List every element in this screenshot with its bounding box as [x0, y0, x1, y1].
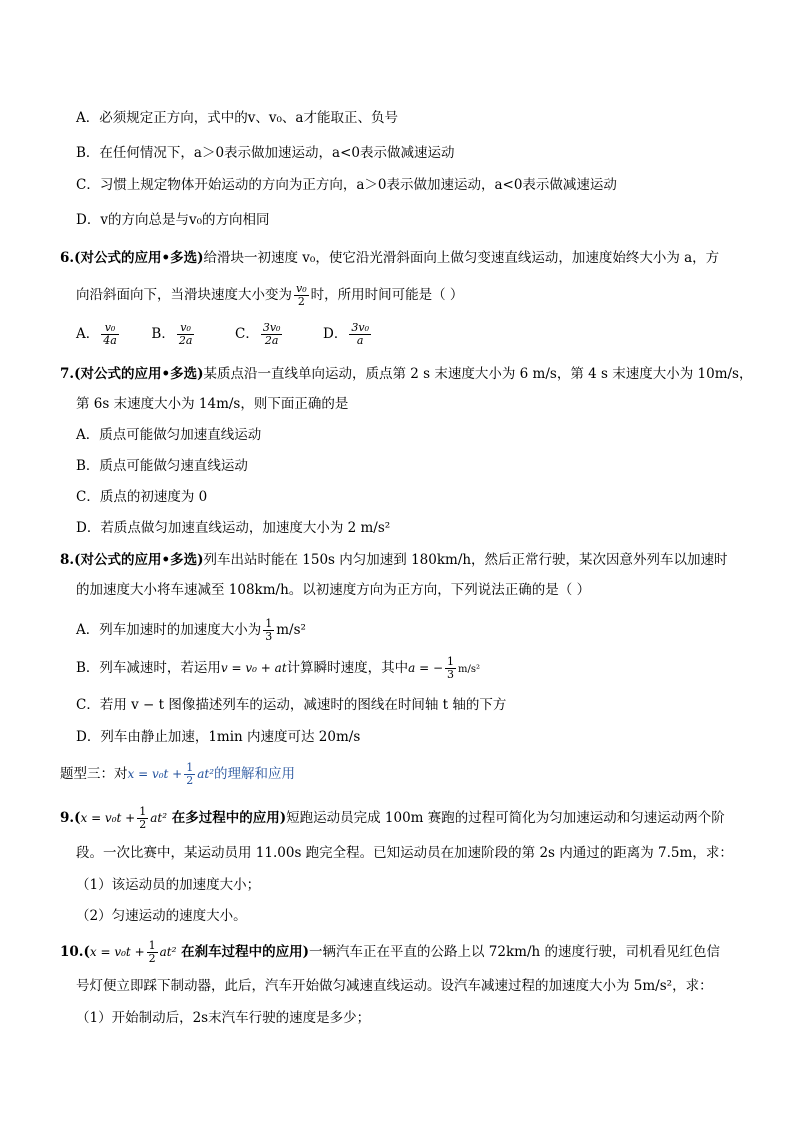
question-text: 时，所用时间可能是（ ）	[310, 287, 464, 303]
question-text: 某质点沿一直线单向运动，质点第 2 s 末速度大小为 6 m/s，第 4 s 末速度大小为 10m/s，	[203, 366, 753, 382]
q6-option-d: D． $\frac{\text{3v₀}}{a}$	[323, 321, 369, 347]
q7-line1	[60, 364, 752, 384]
q6-option-c: C． $\frac{\text{3v₀}}{2a}$	[234, 321, 281, 347]
q9-line1: 9.(x = v₀t + $\frac{1}{2}$ at² 在多过程中的应用)短跑运动员完成 100m 赛跑的过程可简化为匀加速运动和匀速运动两个阶	[60, 805, 725, 831]
q8-line2: 的加速度大小将车速减至 108km/h。以初速度方向为正方向，下列说法正确的是（ ）	[76, 582, 591, 598]
q6-option-a: A． $\frac{\text{v₀}}{4a}$	[76, 321, 117, 347]
q8-option-d: D．列车由静止加速，1min 内速度可达 20m/s	[76, 729, 361, 745]
q7-option-a: A．质点可能做匀加速直线运动	[76, 427, 262, 443]
q5-option-d: D．v的方向总是与v₀的方向相同	[76, 212, 270, 228]
q6-line2	[76, 280, 463, 310]
question-text: 向沿斜面向下，当滑块速度大小变为	[76, 287, 292, 303]
question-tag: (对公式的应用•多选)	[74, 366, 204, 382]
q9-line2: 段。一次比赛中，某运动员用 11.00s 跑完全程。已知运动员在加速阶段的第 2s 内通过的距离为 7.5m，求：	[76, 845, 733, 861]
fraction: $\frac{\text{v₀}}{2}$	[296, 282, 307, 308]
q8-line1	[60, 550, 728, 570]
q7-option-c: C．质点的初速度为 0	[76, 489, 208, 505]
q9-sub2: （2）匀速运动的速度大小。	[76, 908, 247, 924]
q5-option-c: C．习惯上规定物体开始运动的方向为正方向，a＞0表示做加速运动，a<0表示做减速运动	[76, 177, 617, 193]
question-number: 9.	[60, 810, 75, 826]
q8-option-c: C．若用 v − t 图像描述列车的运动，减速时的图线在时间轴 t 轴的下方	[76, 697, 507, 713]
q6-option-b: B． $\frac{\text{v₀}}{2a}$	[151, 321, 193, 347]
q8-option-a: A．列车加速时的加速度大小为 $\frac{1}{3}$ m/s²	[76, 617, 306, 643]
section-heading: 题型三：对x = v₀t + $\frac{1}{2}$ at²的理解和应用	[60, 761, 296, 787]
q8-option-b: B．列车减速时，若运用v = v₀ + at计算瞬时速度，其中a = − $\frac{1}{3}$ m/s²	[76, 655, 481, 681]
question-text: 短跑运动员完成 100m 赛跑的过程可简化为匀加速运动和匀速运动两个阶	[286, 810, 725, 826]
q7-option-d: D．若质点做匀加速直线运动，加速度大小为 2 m/s²	[76, 520, 391, 536]
q10-sub1: （1）开始制动后，2s末汽车行驶的速度是多少；	[76, 1010, 371, 1026]
q10-line1: 10.(x = v₀t + $\frac{1}{2}$ at² 在刹车过程中的应用)一辆汽车正在平直的公路上以 72km/h 的速度行驶，司机看见红色信	[60, 939, 721, 965]
q7-line2: 第 6s 末速度大小为 14m/s，则下面正确的是	[76, 396, 349, 412]
q9-sub1: （1）该运动员的加速度大小；	[76, 877, 261, 893]
question-text: 给滑块一初速度 v₀，使它沿光滑斜面向上做匀变速直线运动，加速度始终大小为 a，方	[203, 250, 720, 266]
question-tag: (对公式的应用•多选)	[74, 250, 204, 266]
question-text: 一辆汽车正在平直的公路上以 72km/h 的速度行驶，司机看见红色信	[309, 944, 721, 960]
question-number: 7.	[60, 366, 75, 382]
question-number: 6.	[60, 250, 75, 266]
question-text: 列车出站时能在 150s 内匀加速到 180km/h，然后正常行驶，某次因意外列车以加速时	[203, 552, 728, 568]
q6-line1	[60, 248, 719, 268]
q7-option-b: B．质点可能做匀速直线运动	[76, 458, 248, 474]
q5-option-b: B．在任何情况下，a＞0表示做加速运动，a<0表示做减速运动	[76, 145, 455, 161]
question-number: 8.	[60, 552, 75, 568]
question-number: 10.	[60, 944, 84, 960]
q5-option-a: A．必须规定正方向，式中的v、v₀、a才能取正、负号	[76, 110, 398, 126]
question-tag: (对公式的应用•多选)	[74, 552, 204, 568]
q6-options	[76, 318, 373, 350]
q10-line2: 号灯便立即踩下制动器，此后，汽车开始做匀减速直线运动。设汽车减速过程的加速度大小为 5m/s²，求：	[76, 978, 713, 994]
